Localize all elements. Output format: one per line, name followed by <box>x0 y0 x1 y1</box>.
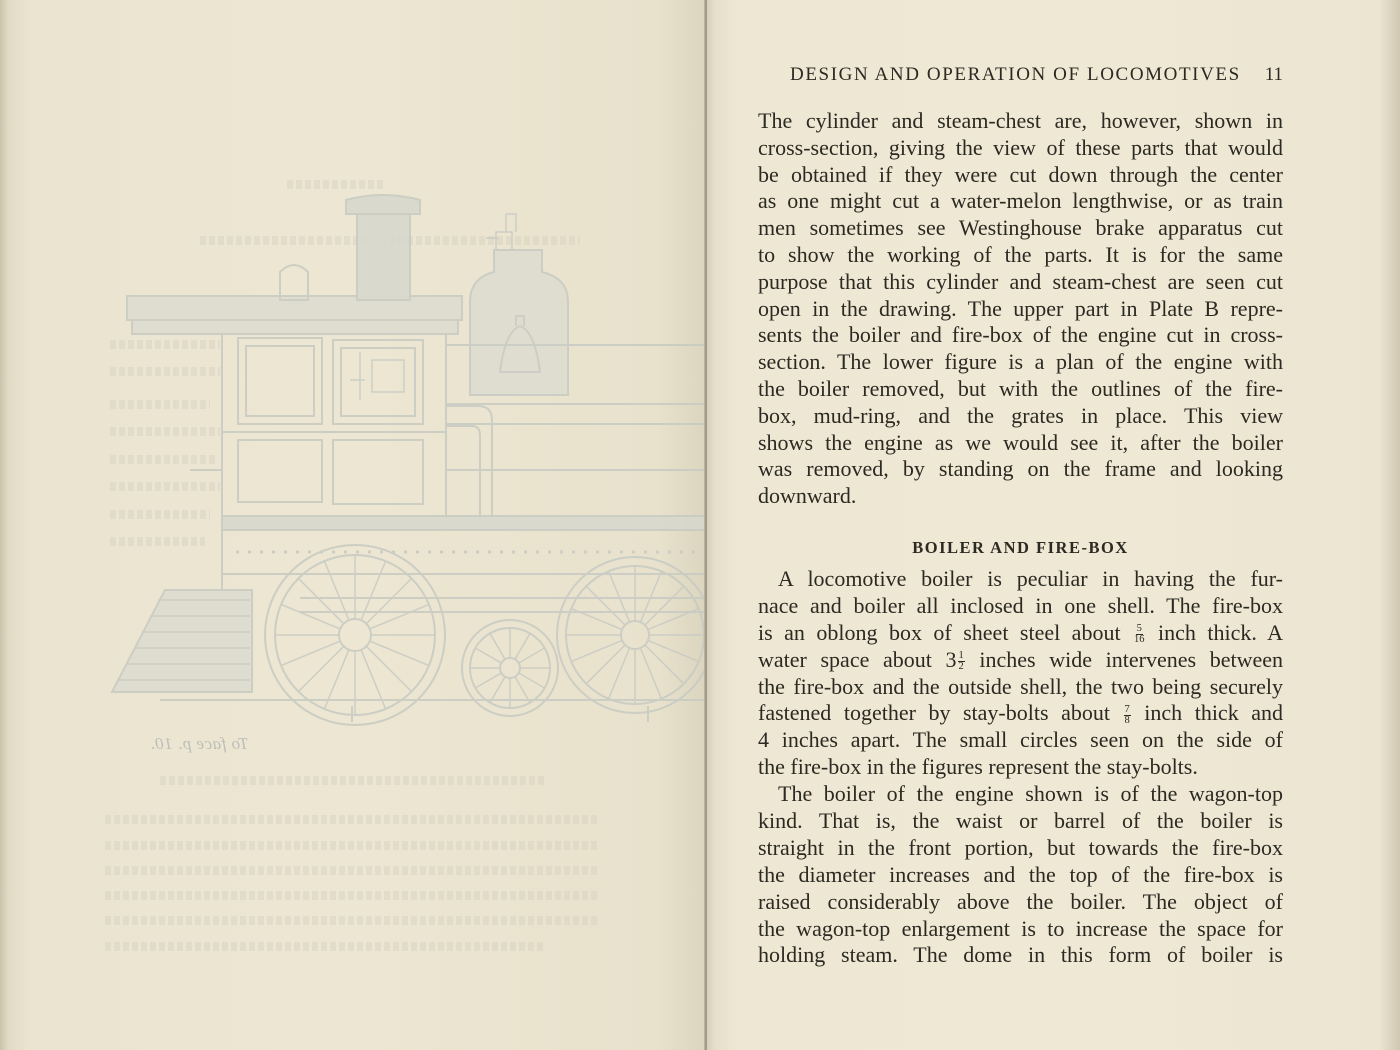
ghost-whistle <box>280 265 308 300</box>
text-line: cross-section, giving the view of these parts that would <box>758 134 1283 160</box>
ghost-wheel-hub <box>500 658 520 678</box>
text-line: the wagon-top enlargement is to increase the space for <box>758 915 1283 941</box>
text-segment: inches wide intervenes between <box>965 646 1283 672</box>
text-line: open in the drawing. The upper part in Plate B repre- <box>758 295 1283 321</box>
ghost-dome-fittings <box>486 214 516 250</box>
paragraph-continued <box>758 108 1283 510</box>
text-line: section. The lower figure is a plan of the engine with <box>758 349 1283 375</box>
ghost-cab-roof <box>127 296 462 334</box>
paragraph <box>758 781 1283 969</box>
fraction <box>958 651 965 672</box>
text-segment: fastened together by stay-bolts about <box>758 700 1123 726</box>
ghost-sand-dome <box>470 250 568 395</box>
section-heading: BOILER AND FIRE-BOX <box>912 538 1129 557</box>
text-line: A locomotive boiler is peculiar in having the fur- <box>778 566 1283 591</box>
text-segment: inch thick and <box>1131 700 1283 726</box>
text-line: downward. <box>758 483 857 509</box>
ghost-wheel-hub <box>339 619 371 651</box>
paragraph <box>758 566 1283 781</box>
text-line <box>758 620 1283 647</box>
text-segment: inch thick. A <box>1146 619 1283 645</box>
ghost-cab-fittings <box>350 352 404 400</box>
fraction-denominator: 8 <box>1124 714 1130 726</box>
ghost-cab-panel <box>238 440 322 502</box>
text-line: holding steam. The dome in this form of boiler is <box>758 942 1283 968</box>
running-head-title: DESIGN AND OPERATION OF LOCOMOTIVES <box>790 64 1241 85</box>
fraction-numerator: 7 <box>1124 703 1130 715</box>
text-line: the diameter increases and the top of the fire-box is <box>758 861 1283 887</box>
text-line: to show the working of the parts. It is for the same <box>758 241 1283 267</box>
ghost-cab-window <box>238 338 322 424</box>
text-line: The boiler of the engine shown is of the wagon-top <box>778 781 1283 807</box>
text-line: straight in the front portion, but towards the fire-box <box>758 834 1283 860</box>
text-line: The cylinder and steam-chest are, however, shown in <box>758 108 1283 133</box>
fraction <box>1133 624 1146 645</box>
ghost-cab-window <box>333 340 423 424</box>
text-line: the boiler removed, but with the outlines of the fire- <box>758 375 1283 401</box>
text-line: as one might cut a water-melon lengthwise, or as train <box>758 188 1283 214</box>
text-line: be obtained if they were cut down through the center <box>758 161 1283 187</box>
text-line: sents the boiler and fire-box of the engine cut in cross- <box>758 322 1283 348</box>
text-line: shows the engine as we would see it, after the boiler <box>758 429 1283 455</box>
text-line: was removed, by standing on the frame and looking <box>758 456 1283 482</box>
fraction-numerator: 5 <box>1136 623 1142 635</box>
plate-caption-show-through: To face p. 10. <box>150 734 249 753</box>
fraction-denominator: 2 <box>958 661 964 673</box>
fraction-numerator: 1 <box>958 650 964 662</box>
ghost-wheel-hub <box>621 621 649 649</box>
text-line: box, mud-ring, and the grates in place. This view <box>758 402 1283 428</box>
text-line: 4 inches apart. The small circles seen on the side of <box>758 727 1283 753</box>
text-line <box>758 647 1283 674</box>
ghost-wheel-spokes <box>566 566 704 704</box>
text-line: kind. That is, the waist or barrel of the boiler is <box>758 808 1283 834</box>
ghost-truck-wheel <box>462 620 558 716</box>
text-line: the fire-box and the outside shell, the two being securely <box>758 673 1283 699</box>
ghost-smokestack <box>346 195 420 300</box>
ghost-driving-wheel <box>557 557 706 713</box>
text-line: raised considerably above the boiler. The object of <box>758 888 1283 914</box>
text-line: nace and boiler all inclosed in one shell. The fire-box <box>758 592 1283 618</box>
text-line <box>758 700 1283 727</box>
ghost-cab-panel <box>333 440 423 504</box>
running-head <box>758 63 1283 87</box>
ghost-driving-wheel <box>265 545 445 725</box>
section-body <box>758 566 1283 969</box>
page-number: 11 <box>1264 64 1283 85</box>
fraction-denominator: 16 <box>1134 634 1145 646</box>
ghost-wheel-spokes <box>275 555 435 715</box>
text-line: the fire-box in the figures represent the stay-bolts. <box>758 754 1198 780</box>
ghost-steam-pipe <box>446 406 492 516</box>
ghost-running-board <box>222 516 706 530</box>
text-segment: is an oblong box of sheet steel about <box>758 619 1133 645</box>
fraction <box>1124 705 1131 726</box>
ghost-cab-window-inner <box>246 346 314 416</box>
ghost-pilot <box>112 590 252 692</box>
text-line: purpose that this cylinder and steam-chest are seen cut <box>758 268 1283 294</box>
text-segment: water space about 3 <box>758 646 957 672</box>
text-line: men sometimes see Westinghouse brake apparatus cut <box>758 215 1283 241</box>
